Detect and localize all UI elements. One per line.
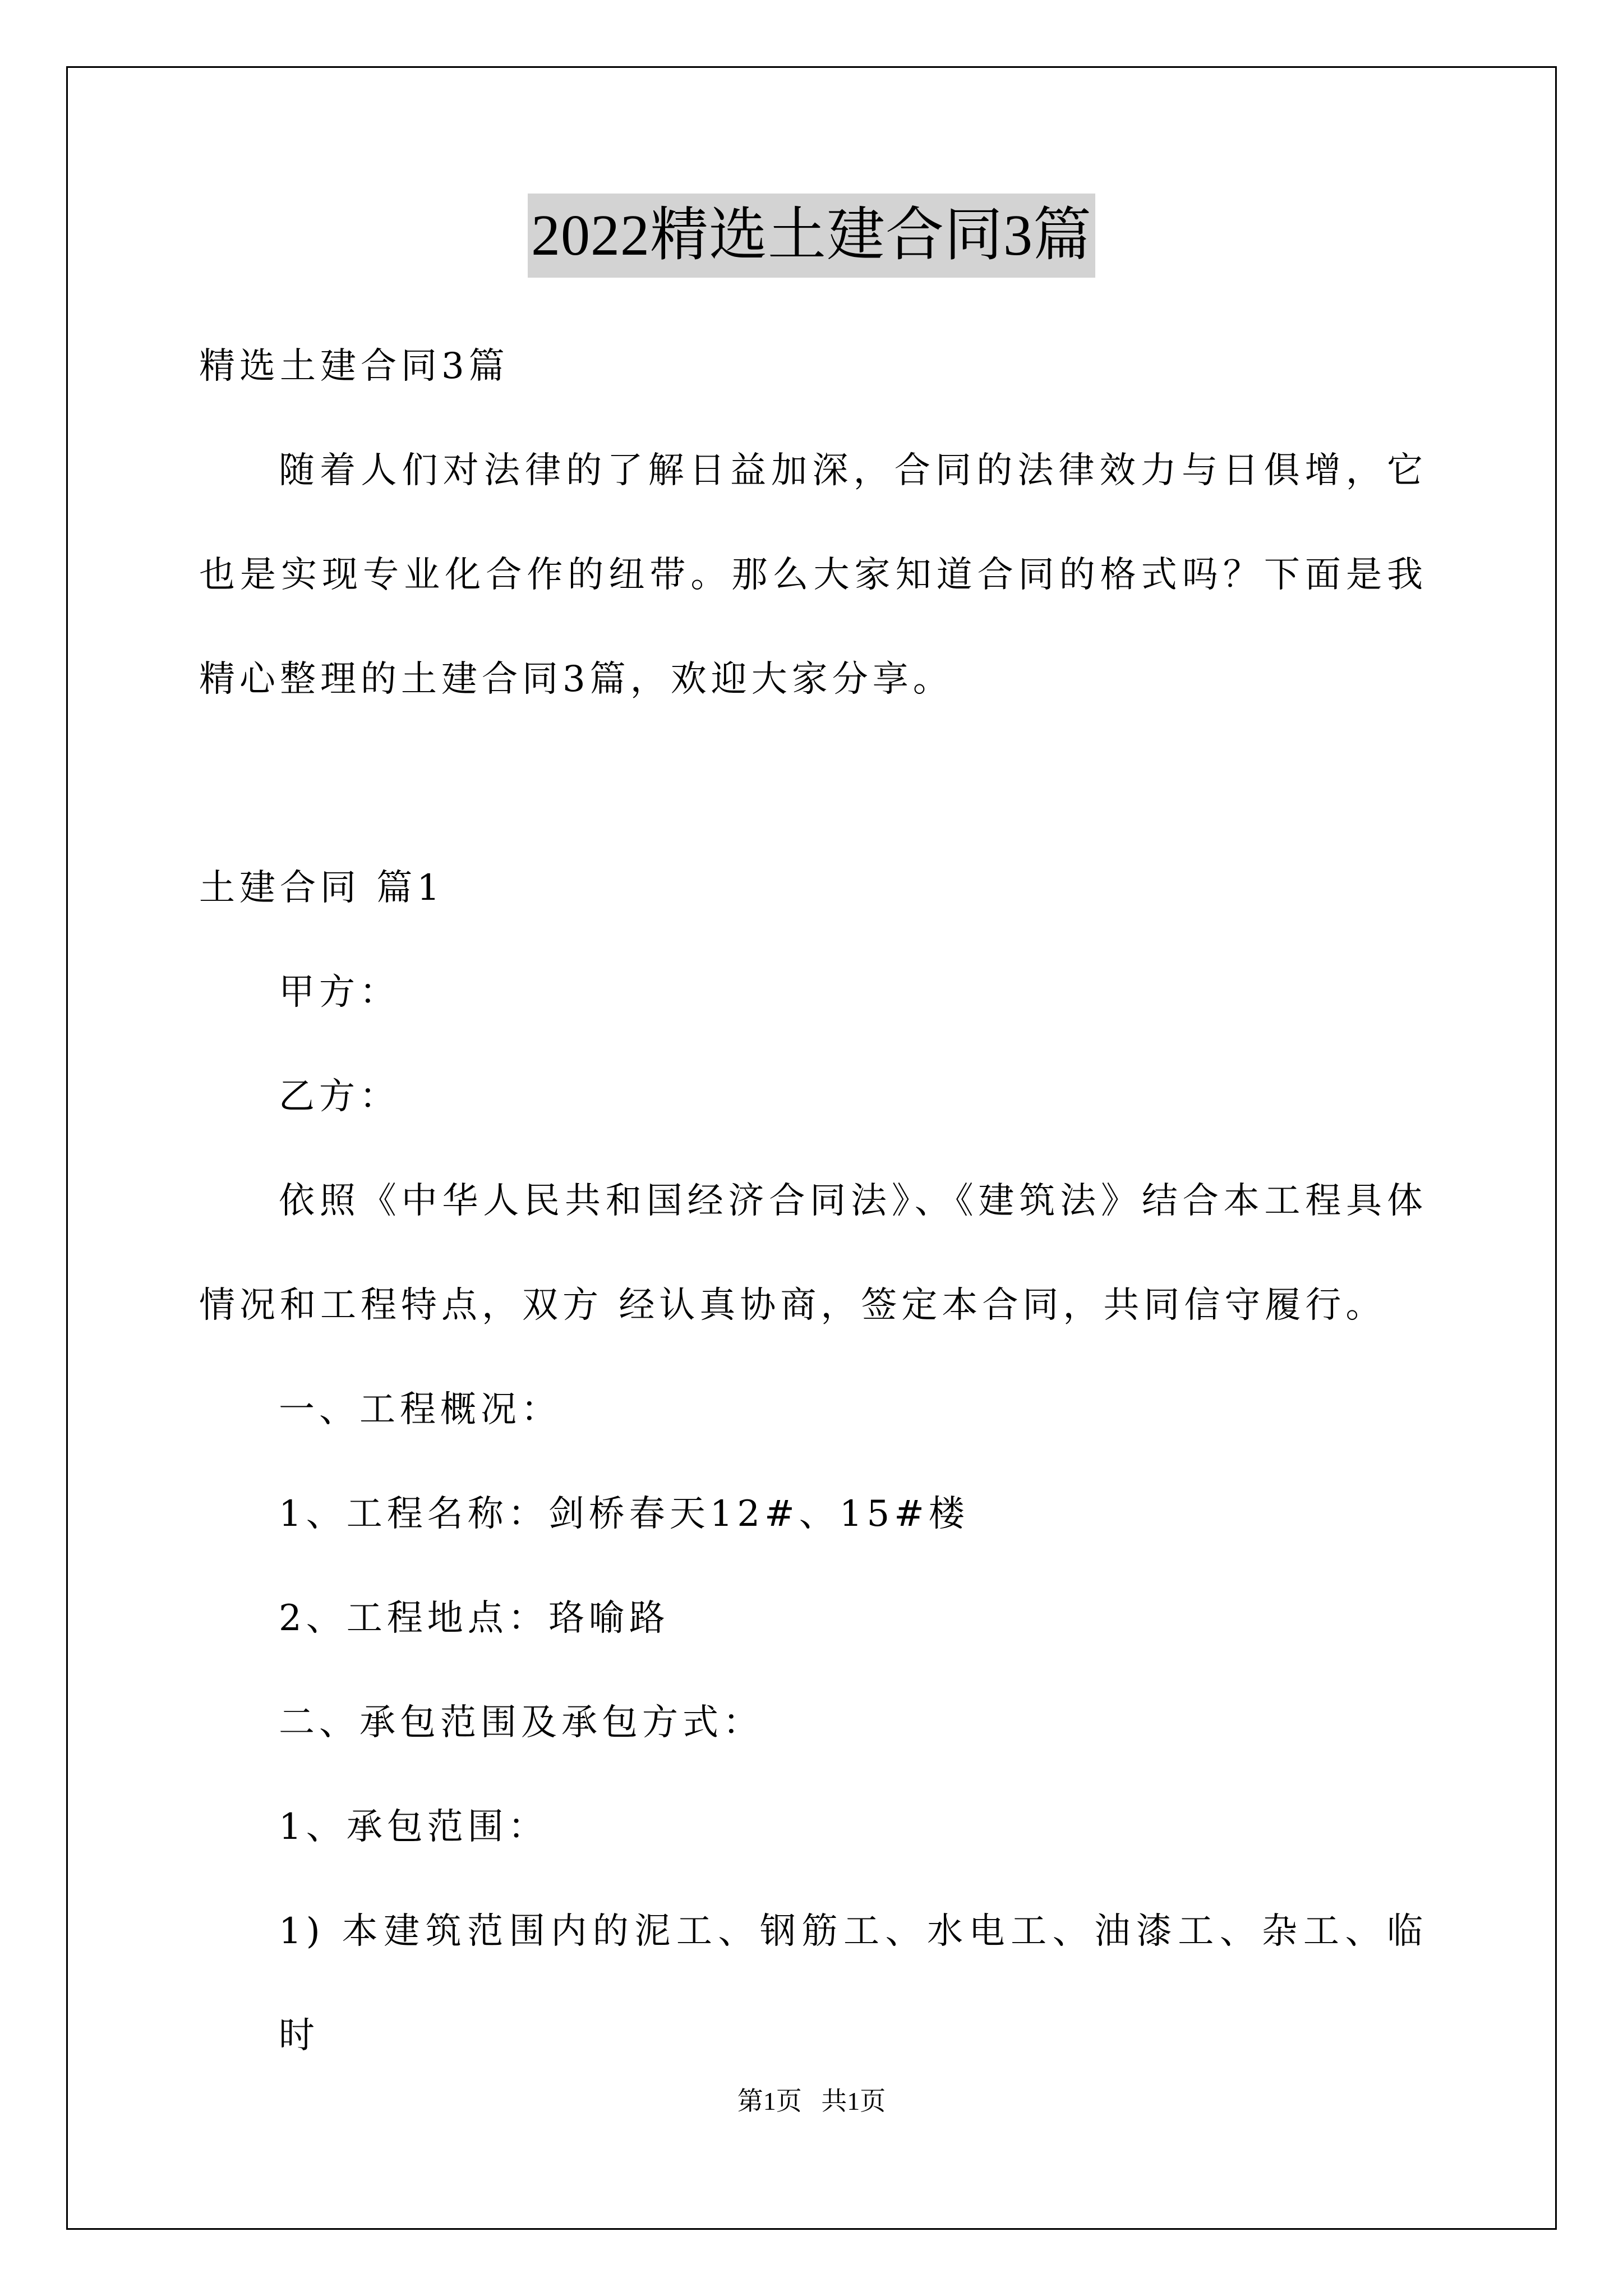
clause-1-item-2: 2、工程地点：珞喻路 xyxy=(279,1598,670,1639)
clause-1-item-1: 1、工程名称：剑桥春天12#、15#楼 xyxy=(279,1493,969,1535)
document-body xyxy=(199,314,1427,2088)
intro-line-3: 精心整理的土建合同3篇，欢迎大家分享。 xyxy=(199,659,953,700)
section-heading: 土建合同 篇1 xyxy=(199,867,445,909)
blank-line xyxy=(199,731,1427,836)
clause-2-item-1: 1、承包范围： xyxy=(279,1806,548,1848)
basis-line-2: 情况和工程特点，双方 经认真协商，签定本合同，共同信守履行。 xyxy=(199,1285,1386,1326)
document-subtitle: 精选土建合同3篇 xyxy=(199,346,509,387)
basis-line-1: 依照《中华人民共和国经济合同法》、《建筑法》结合本工程具体 xyxy=(279,1180,1427,1222)
intro-line-2: 也是实现专业化合作的纽带。那么大家知道合同的格式吗？下面是我 xyxy=(199,554,1427,596)
clause-2-title: 二、承包范围及承包方式： xyxy=(279,1702,763,1743)
page-number-label: 第1页 共1页 xyxy=(737,2087,886,2115)
party-a-label: 甲方： xyxy=(279,972,400,1013)
page-footer xyxy=(0,2085,1623,2118)
title-container xyxy=(0,194,1623,278)
party-b-label: 乙方： xyxy=(279,1076,400,1117)
clause-2-item-1-sub-1: 1) 本建筑范围内的泥工、钢筋工、水电工、油漆工、杂工、临时 xyxy=(279,1911,1427,2056)
intro-line-1: 随着人们对法律的了解日益加深，合同的法律效力与日俱增，它 xyxy=(279,450,1427,491)
document-title: 2022精选土建合同3篇 xyxy=(528,194,1095,278)
clause-1-title: 一、工程概况： xyxy=(279,1389,561,1430)
